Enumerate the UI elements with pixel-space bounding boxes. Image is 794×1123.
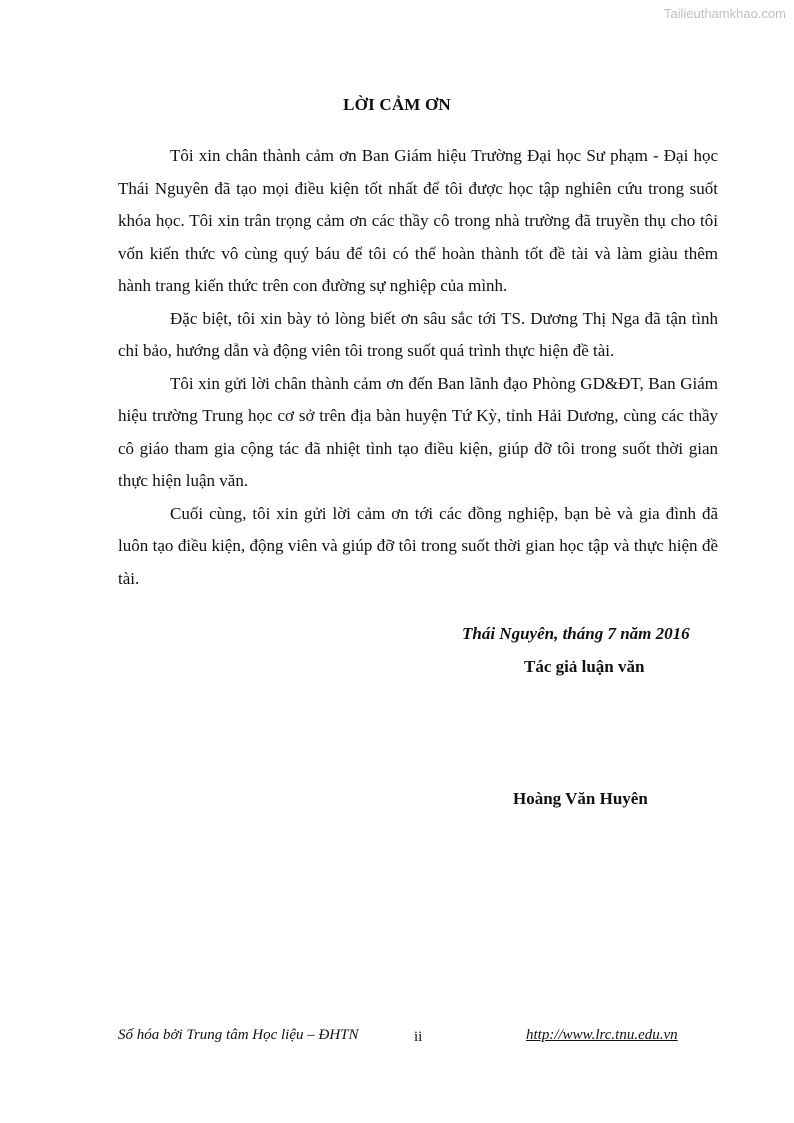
paragraph: Tôi xin gửi lời chân thành cảm ơn đến Ban lãnh đạo Phòng GD&ĐT, Ban Giám hiệu trường Trung học cơ sở trên địa bàn huyện Tứ Kỳ, tỉnh Hải Dương, cùng các thầy cô giáo tham gia cộng tác đã nhiệt tình tạo điều kiện, giúp đỡ tôi trong suốt thời gian thực hiện luận văn. — [118, 373, 718, 490]
page-title: LỜI CẢM ƠN — [343, 95, 451, 114]
footer-link[interactable]: http://www.lrc.tnu.edu.vn — [526, 1027, 678, 1043]
paragraph: Đặc biệt, tôi xin bày tỏ lòng biết ơn sâu sắc tới TS. Dương Thị Nga đã tận tình chỉ bảo, hướng dẫn và động viên tôi trong suốt quá trình thực hiện đề tài. — [118, 308, 718, 360]
acknowledgement-body — [118, 140, 718, 595]
watermark-text: Tailieuthamkhao.com — [663, 6, 786, 21]
signature-place-date: Thái Nguyên, tháng 7 năm 2016 — [462, 624, 690, 643]
paragraph: Cuối cùng, tôi xin gửi lời cảm ơn tới các đồng nghiệp, bạn bè và gia đình đã luôn tạo điều kiện, động viên và giúp đỡ tôi trong suốt thời gian học tập và thực hiện đề tài. — [118, 503, 718, 588]
paragraph: Tôi xin chân thành cảm ơn Ban Giám hiệu Trường Đại học Sư phạm - Đại học Thái Nguyên đã tạo mọi điều kiện tốt nhất để tôi được học tập nghiên cứu trong suốt khóa học. Tôi xin trân trọng cảm ơn các thầy cô trong nhà trường đã truyền thụ cho tôi vốn kiến thức vô cùng quý báu để tôi có thể hoàn thành tốt đề tài và làm giàu thêm hành trang kiến thức trên con đường sự nghiệp của mình. — [118, 146, 718, 295]
signature-name: Hoàng Văn Huyên — [513, 789, 648, 808]
signature-role: Tác giả luận văn — [524, 657, 645, 676]
page-number: ii — [414, 1029, 423, 1045]
footer-source: Số hóa bởi Trung tâm Học liệu – ĐHTN — [118, 1027, 359, 1043]
